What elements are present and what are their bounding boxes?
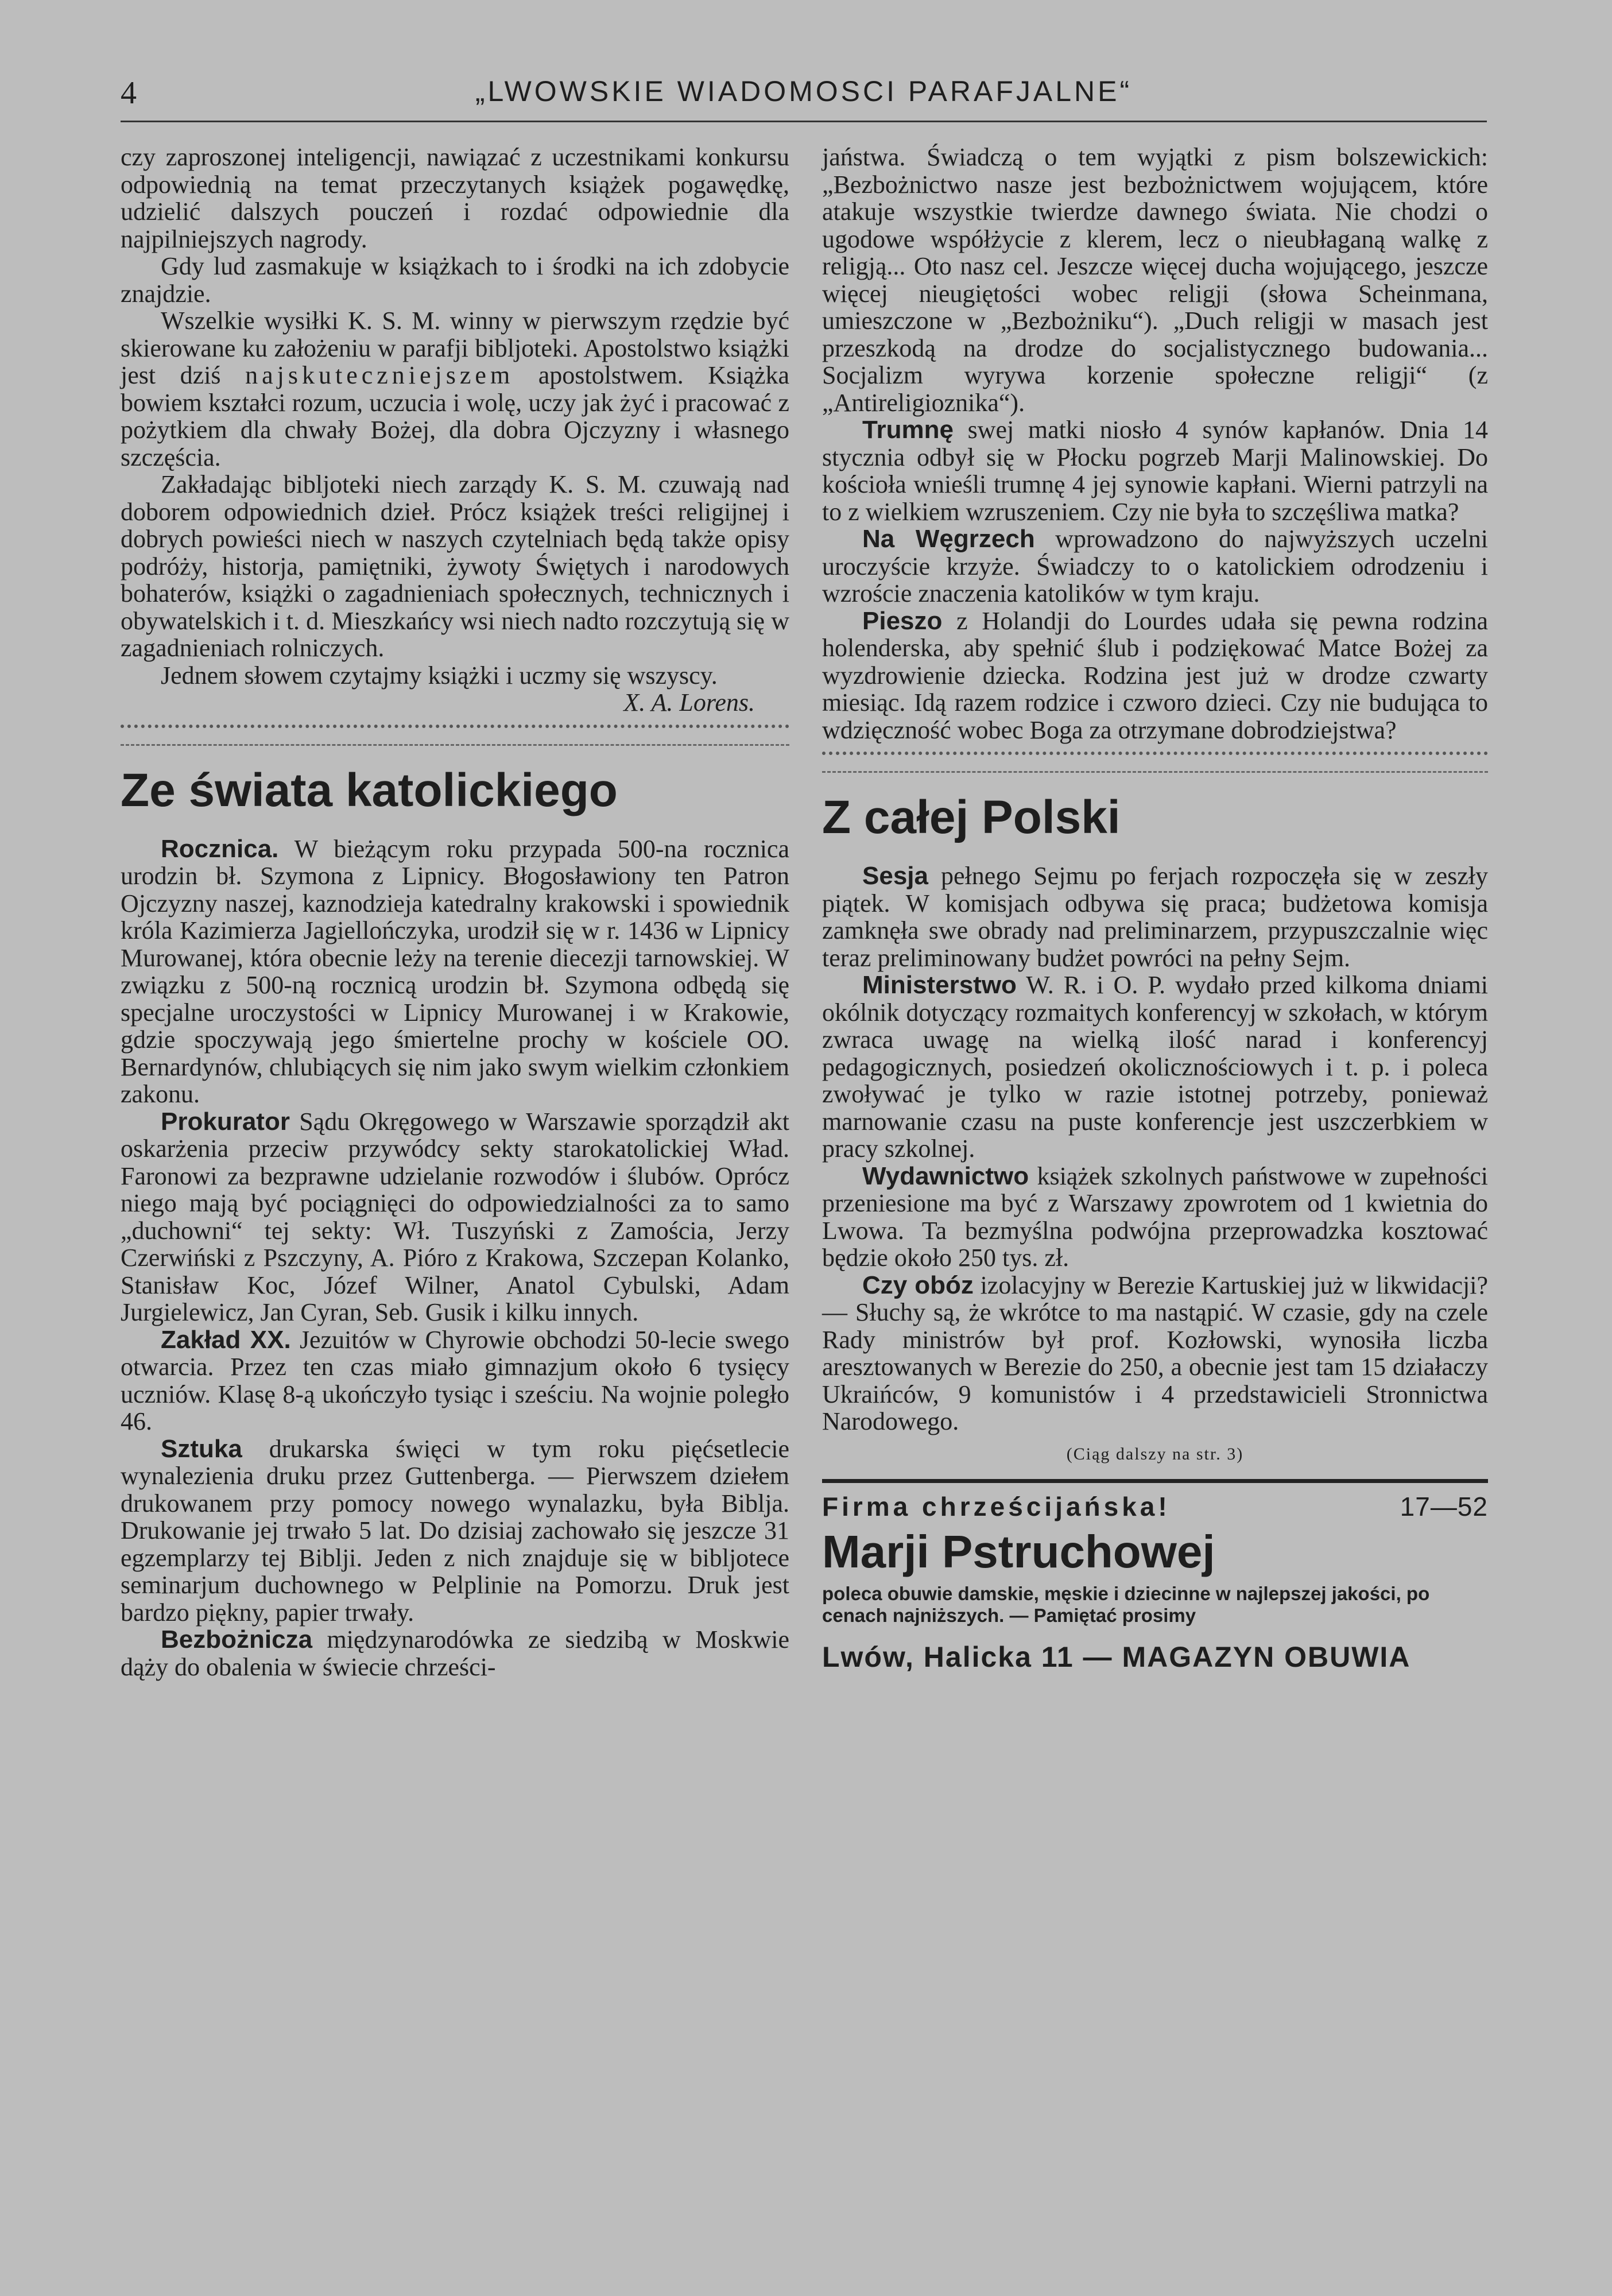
- news-item: Zakład XX. Jezuitów w Chyrowie obchodzi 50-lecie swego otwarcia. Przez ten czas miało gimnazjum około 6 tysięcy uczniów. Klasę 8-ą ukończyło tysiąc i sześciu. Na wojnie poległo 46.: [121, 1325, 789, 1435]
- article-paragraph: jaństwa. Świadczą o tem wyjątki z pism bolszewickich: „Bezbożnictwo nasze jest bezbożnictwem wojującem, które atakuje wszystkie twierdze dawnego świata. Nie chodzi o ugodowe współżycie z klerem, lecz o nieubłaganą walkę z religją... Oto nasz cel. Jeszcze więcej ducha wojującego, jeszcze więcej nieugiętości wobec religji (słowa Scheinmana, umieszczone w „Bezbożniku“). „Duch religji w masach jest przeszkodą na drodze do socjalistycznego budowania... Socjalizm wyrywa korzenie społeczne religji“ (z „Antireligioznika“).: [822, 143, 1488, 417]
- news-keyword: Trumnę: [862, 416, 954, 444]
- ad-code: 17—52: [1400, 1491, 1488, 1521]
- article-paragraph: Wszelkie wysiłki K. S. M. winny w pierwszym rzędzie być skierowane ku założeniu w parafji bibljoteki. Apostolstwo książki jest dziś najskuteczniejszem apostolstwem. Książka bowiem kształci rozum, uczucia i wolę, uczy jak żyć i pracować z pożytkiem dla chwały Bożej, dla dobra Ojczyzny i własnego szczęścia.: [121, 307, 789, 471]
- ornament-divider: [822, 752, 1488, 773]
- article-signature: X. A. Lorens.: [623, 688, 755, 717]
- news-item: Na Węgrzech wprowadzono do najwyższych uczelni uroczyście krzyże. Świadczy to o katolickiem odrodzeniu i wzroście znaczenia katolików w tym kraju.: [822, 525, 1489, 607]
- ad-description: poleca obuwie damskie, męskie i dziecinne w najlepszej jakości, po cenach najniższych. — Pamiętać prosimy: [822, 1582, 1430, 1626]
- ad-header: [822, 1491, 1488, 1522]
- ad-company-name: Marji Pstruchowej: [822, 1525, 1215, 1577]
- section-heading: Ze świata katolickiego: [121, 764, 618, 816]
- news-item: Sesja pełnego Sejmu po ferjach rozpoczęła się w zeszły piątek. W komisjach odbywa się praca; budżetowa komisja zamknęła swe obrady nad preliminarzem, przypuszczalnie więc teraz preliminowany budżet powróci na pełny Sejm.: [822, 862, 1489, 972]
- news-item: Prokurator Sądu Okręgowego w Warszawie sporządził akt oskarżenia przeciw przywódcy sekty starokatolickiej Wład. Faronowi za bezprawne udzielanie rozwodów i ślubów. Oprócz niego mają być pociągnięci do odpowiedzialności za to samo „duchowni“ tej sekty: Wł. Tuszyński z Zamościa, Jerzy Czerwiński z Pszczyny, A. Pióro z Krakowa, Szczepan Kolanko, Stanisław Koc, Józef Wilner, Anatol Cybulski, Adam Jurgielewicz, Jan Cyran, Seb. Gusik i kilku innych.: [121, 1107, 790, 1326]
- news-keyword: Rocznica.: [161, 834, 279, 863]
- page-number: 4: [121, 75, 137, 111]
- newspaper-title: „LWOWSKIE WIADOMOSCI PARAFJALNE“: [475, 75, 1133, 107]
- right-column: [822, 144, 1488, 1674]
- news-item: Rocznica. W bieżącym roku przypada 500-na rocznica urodzin bł. Szymona z Lipnicy. Błogosławiony ten Patron Ojczyzny naszej, kaznodzieja katedralny krakowski i spowiednik króla Kazimierza Jagiellończyka, urodził się w r. 1436 w Lipnicy Murowanej, która obecnie leży na terenie diecezji tarnowskiej. W związku z 500-ną rocznicą urodzin bł. Szymona odbędą się specjalne uroczystości w Lipnicy Murowanej i w Krakowie, gdzie spoczywają jego śmiertelne prochy w kościele OO. Bernardynów, chlubiących się nim jako swym wielkim członkiem zakonu.: [121, 834, 789, 1108]
- ornament-divider: [121, 725, 789, 746]
- left-column: [121, 144, 789, 1681]
- ad-firm: Firma chrześcijańska!: [822, 1491, 1171, 1521]
- news-keyword: Sesja: [862, 862, 928, 890]
- news-keyword: Wydawnictwo: [862, 1161, 1029, 1190]
- article-paragraph: Zakładając bibljoteki niech zarządy K. S. M. czuwają nad doborem odpowiednich dzieł. Prócz książek treści religijnej i dobrych powieści niech w naszych czytelniach będą także opisy podróży, historja, pamiętniki, żywoty Świętych i narodowych bohaterów, książki o zagadnieniach społecznych, technicznych i obywatelskich i t. d. Mieszkańcy wsi niech nadto rozczytują się w zagadnieniach rolniczych.: [121, 470, 789, 662]
- news-item: Pieszo z Holandji do Lourdes udała się pewna rodzina holenderska, aby spełnić ślub i podziękować Matce Bożej za wyzdrowienie dziecka. Rodzina jest już w drodze czwarty miesiąc. Idą razem rodzice i czworo dzieci. Czy nie budująca to wdzięczność wobec Boga za otrzymane dobrodziejstwa?: [822, 606, 1488, 744]
- news-keyword: Zakład XX.: [161, 1325, 291, 1354]
- news-keyword: Ministerstwo: [862, 971, 1017, 999]
- article-paragraph: Jednem słowem czytajmy książki i uczmy się wszyscy.: [161, 661, 718, 690]
- article-paragraph: Gdy lud zasmakuje w książkach to i środki na ich zdobycie znajdzie.: [121, 252, 789, 308]
- news-item: Wydawnictwo książek szkolnych państwowe w zupełności przeniesione ma być z Warszawy zpowrotem od 1 kwietnia do Lwowa. Ta bezmyślna podwójna przeprowadzka kosztować będzie około 250 tys. zł.: [822, 1161, 1489, 1272]
- news-keyword: Pieszo: [862, 606, 943, 635]
- news-keyword: Sztuka: [161, 1434, 242, 1463]
- continued-note: (Ciąg dalszy na str. 3): [1066, 1444, 1244, 1463]
- news-item: Ministerstwo W. R. i O. P. wydało przed kilkoma dniami okólnik dotyczący rozmaitych konferencyj w szkołach, w którym zwraca uwagę na wielką ilość narad i konferencyj pedagogicznych, posiedzeń okolicznościowych i t. p. i poleca zwoływać je tylko w razie istotnej potrzeby, ponieważ marnowanie czasu na puste konferencje jest uszczerbkiem w pracy szkolnej.: [822, 971, 1488, 1163]
- news-keyword: Prokurator: [161, 1107, 290, 1136]
- section-heading: Z całej Polski: [822, 791, 1121, 843]
- news-item: Czy obóz izolacyjny w Berezie Kartuskiej już w likwidacji? — Słuchy są, że wkrótce to ma nastąpić. W czasie, gdy na czele Rady ministrów był prof. Kozłowski, wynosiła liczba aresztowanych w Berezie do 250, a obecnie jest tam 15 działaczy Ukraińców, 9 komunistów i 4 przedstawicieli Stronnictwa Narodowego.: [822, 1271, 1489, 1435]
- news-keyword: Bezbożnicza: [161, 1625, 313, 1654]
- advertisement: [822, 1479, 1488, 1674]
- emphasized-word: najskuteczniejszem: [245, 361, 514, 389]
- news-keyword: Na Węgrzech: [862, 525, 1035, 553]
- ad-address: Lwów, Halicka 11 — MAGAZYN OBUWIA: [822, 1640, 1411, 1673]
- news-item: Trumnę swej matki niosło 4 synów kapłanów. Dnia 14 stycznia odbył się w Płocku pogrzeb Marji Malinowskiej. Do kościoła wnieśli trumnę 4 jej synowie kapłani. Wierni patrzyli na to z wielkiem wzruszeniem. Czy nie była to szczęśliwa matka?: [822, 416, 1489, 526]
- news-keyword: Czy obóz: [862, 1271, 974, 1299]
- news-item: Sztuka drukarska święci w tym roku pięćsetlecie wynalezienia druku przez Guttenberga. — Pierwszem dziełem drukowanem przy pomocy nowego wynalazku, była Biblja. Drukowanie jej trwało 5 lat. Do dzisiaj zachowało się jeszcze 31 egzemplarzy tej Biblji. Jeden z nich znajduje się w bibljotece seminarjum duchownego w Pelplinie na Pomorzu. Druk jest bardzo piękny, papier trwały.: [121, 1434, 790, 1627]
- news-item: Bezbożnicza międzynarodówka ze siedzibą w Moskwie dąży do obalenia w świecie chrześci-: [121, 1625, 789, 1681]
- article-paragraph: czy zaproszonej inteligencji, nawiązać z uczestnikami konkursu odpowiednią na temat przeczytanych książek pogawędkę, udzielić dalszych pouczeń i rozdać odpowiednie dla najpilniejszych nagrody.: [121, 143, 789, 253]
- page-header: [121, 75, 1487, 122]
